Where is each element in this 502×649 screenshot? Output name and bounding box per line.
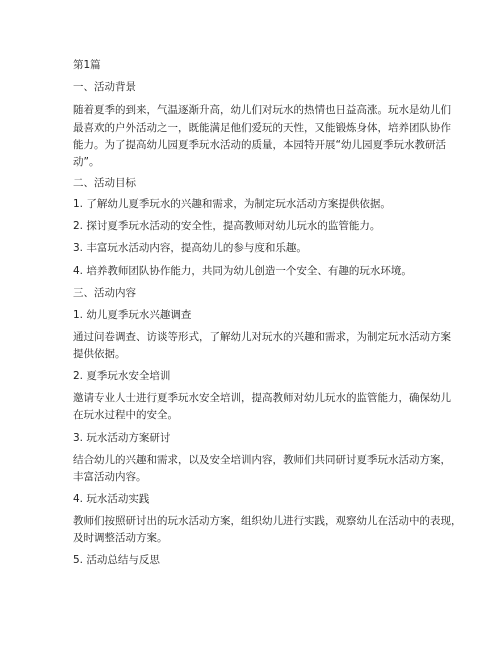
content-subsection-line: 及时调整活动方案。: [73, 532, 168, 544]
content-subsection-title: 1. 幼儿夏季玩水兴趣调查: [73, 309, 192, 321]
goal-item: 2. 探讨夏季玩水活动的安全性，提高教师对幼儿玩水的监管能力。: [73, 220, 381, 232]
doc-heading: 第1篇: [73, 59, 101, 71]
content-subsection-line: 结合幼儿的兴趣和需求，以及安全培训内容，教师们共同研讨夏季玩水活动方案，: [73, 454, 451, 466]
content-subsection-line: 丰富活动内容。: [73, 471, 147, 483]
background-paragraph-line: 动”。: [73, 156, 100, 168]
section-title-background: 一、活动背景: [73, 81, 136, 93]
section-title-goals: 二、活动目标: [73, 177, 136, 189]
goal-item: 3. 丰富玩水活动内容，提高幼儿的参与度和乐趣。: [73, 242, 307, 254]
section-title-content: 三、活动内容: [73, 287, 136, 299]
background-paragraph-line: 最喜欢的户外活动之一，既能满足他们爱玩的天性，又能锻炼身体，培养团队协作: [73, 122, 451, 134]
content-subsection-title: 4. 玩水活动实践: [73, 493, 150, 505]
content-subsection-line: 在玩水过程中的安全。: [73, 409, 178, 421]
goal-item: 4. 培养教师团队协作能力，共同为幼儿创造一个安全、有趣的玩水环境。: [73, 265, 412, 277]
content-subsection-title: 2. 夏季玩水安全培训: [73, 370, 171, 382]
background-paragraph-line: 随着夏季的到来，气温逐渐升高，幼儿们对玩水的热情也日益高涨。玩水是幼儿们: [73, 104, 451, 116]
background-paragraph-line: 能力。为了提高幼儿园夏季玩水活动的质量，本园特开展“幼儿园夏季玩水教研活: [73, 139, 446, 151]
content-subsection-line: 通过问卷调查、访谈等形式，了解幼儿对玩水的兴趣和需求，为制定玩水活动方案: [73, 331, 451, 343]
content-subsection-line: 邀请专业人士进行夏季玩水安全培训，提高教师对幼儿玩水的监管能力，确保幼儿: [73, 392, 451, 404]
content-subsection-title: 5. 活动总结与反思: [73, 554, 160, 566]
content-subsection-line: 教师们按照研讨出的玩水活动方案，组织幼儿进行实践，观察幼儿在活动中的表现，: [73, 515, 462, 527]
content-subsection-line: 提供依据。: [73, 348, 126, 360]
content-subsection-title: 3. 玩水活动方案研讨: [73, 432, 171, 444]
goal-item: 1. 了解幼儿夏季玩水的兴趣和需求，为制定玩水活动方案提供依据。: [73, 198, 391, 210]
